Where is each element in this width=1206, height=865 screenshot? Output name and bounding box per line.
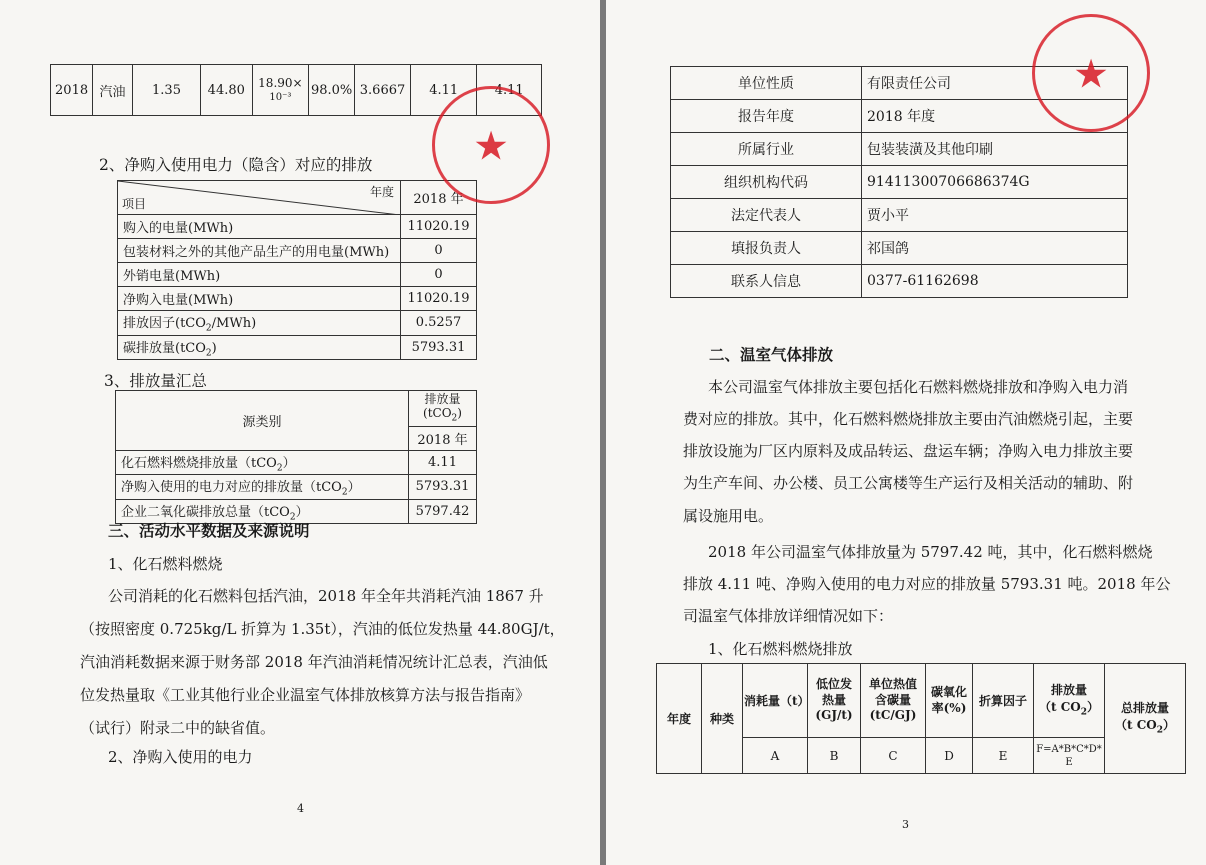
page-number: 4: [297, 802, 304, 815]
header-carbon-content: 单位热值 含碳量 (tC/GJ): [861, 664, 926, 738]
table-header-row: [657, 664, 1186, 738]
page-number: 3: [902, 818, 909, 831]
table-row: [671, 265, 1128, 298]
cell-carbon-content-mantissa: 18.90×: [258, 75, 303, 90]
table-row: [116, 475, 477, 500]
row-value: 5793.31: [401, 335, 477, 360]
table-row: [118, 287, 477, 311]
row-value: 5793.31: [409, 475, 477, 500]
paragraph-line: 排放设施为厂区内原料及成品转运、盘运车辆；净购入电力排放主要: [683, 442, 1134, 460]
row-label: 碳排放量(tCO$_2$): [118, 335, 401, 360]
row-label: 排放因子(tCO$_2$/MWh): [118, 311, 401, 336]
star-icon: ★: [473, 123, 509, 170]
header-total-emission: 总排放量 （t $CO_2$）: [1105, 664, 1186, 774]
table-row: [118, 215, 477, 239]
paragraph-line: 汽油消耗数据来源于财务部 2018 年汽油消耗情况统计汇总表，汽油低: [80, 653, 548, 671]
cell-year: 2018: [51, 65, 93, 116]
cell-emission: 4.11: [411, 65, 477, 116]
row-value: 0.5257: [401, 311, 477, 336]
info-label: 法定代表人: [671, 199, 862, 232]
table-row: [118, 311, 477, 336]
info-value: 包装装潢及其他印刷: [862, 133, 1128, 166]
row-value: 0: [401, 239, 477, 263]
fuel-emission-header-table: [656, 663, 1186, 774]
label-c: C: [861, 738, 926, 774]
row-label: 净购入电量(MWh): [118, 287, 401, 311]
header-value: 2018 年: [401, 181, 477, 215]
info-value: 2018 年度: [862, 100, 1128, 133]
company-seal-stamp: [1032, 14, 1150, 132]
section-power-title: 2、净购入使用电力（隐含）对应的排放: [99, 156, 373, 174]
label-a: A: [743, 738, 808, 774]
header-year: 2018 年: [409, 426, 477, 450]
paragraph-line: （按照密度 0.725kg/L 折算为 1.35t），汽油的低位发热量 44.80GJ/t，: [80, 620, 565, 638]
row-value: 5797.42: [409, 499, 477, 524]
info-value: 91411300706686374G: [862, 166, 1128, 199]
row-value: 4.11: [409, 450, 477, 475]
info-value: 0377-61162698: [862, 265, 1128, 298]
subsection-fossil-fuel-title: 1、化石燃料燃烧: [108, 555, 223, 573]
row-label: 企业二氧化碳排放总量（tCO$_2$）: [116, 499, 409, 524]
row-label: 外销电量(MWh): [118, 263, 401, 287]
table-row: [118, 335, 477, 360]
cell-factor: 3.6667: [355, 65, 411, 116]
paragraph-line: 公司消耗的化石燃料包括汽油，2018 年全年共消耗汽油 1867 升: [108, 587, 544, 605]
cell-oxidation-rate: 98.0%: [309, 65, 355, 116]
cell-carbon-content: [252, 65, 309, 116]
diagonal-line: [118, 181, 400, 215]
table-row: [116, 450, 477, 475]
diagonal-header-cell: [118, 181, 401, 215]
header-consumption: 消耗量（t）: [743, 664, 808, 738]
header-type: 种类: [702, 664, 743, 774]
document-page-3: [606, 0, 1206, 865]
table-header-row: [116, 391, 477, 427]
row-value: 11020.19: [401, 287, 477, 311]
row-value: 11020.19: [401, 215, 477, 239]
header-emission: 排放量 （t $CO_2$）: [1034, 664, 1105, 738]
label-d: D: [926, 738, 973, 774]
info-label: 所属行业: [671, 133, 862, 166]
label-b: B: [808, 738, 861, 774]
row-label: 购入的电量(MWh): [118, 215, 401, 239]
table-row: [671, 232, 1128, 265]
paragraph-line: 2018 年公司温室气体排放量为 5797.42 吨，其中，化石燃料燃烧: [708, 543, 1153, 561]
subsection-fossil-fuel-emission-title: 1、化石燃料燃烧排放: [708, 640, 853, 658]
subsection-power-title: 2、净购入使用的电力: [108, 748, 253, 766]
info-label: 单位性质: [671, 67, 862, 100]
header-year: 年度: [657, 664, 702, 774]
paragraph-line: 为生产车间、办公楼、员工公寓楼等生产运行及相关活动的辅助、附: [683, 474, 1134, 492]
header-oxidation-rate: 碳氧化 率(%): [926, 664, 973, 738]
paragraph-line: （试行）附录二中的缺省值。: [80, 719, 276, 737]
table-row: [671, 166, 1128, 199]
row-label: 包装材料之外的其他产品生产的用电量(MWh): [118, 239, 401, 263]
star-icon: ★: [1073, 51, 1109, 98]
section-summary-title: 3、排放量汇总: [104, 372, 207, 390]
header-item-label: 项目: [122, 197, 147, 211]
table-row: [118, 239, 477, 263]
power-emission-table: [117, 180, 477, 360]
table-row: [671, 133, 1128, 166]
info-value: 贾小平: [862, 199, 1128, 232]
header-source: 源类别: [116, 391, 409, 451]
row-value: 0: [401, 263, 477, 287]
cell-total-emission: 4.11: [477, 65, 542, 116]
info-value: 祁国鸽: [862, 232, 1128, 265]
info-label: 填报负责人: [671, 232, 862, 265]
paragraph-line: 司温室气体排放详细情况如下：: [683, 607, 894, 625]
cell-ncv: 44.80: [201, 65, 252, 116]
row-label: 化石燃料燃烧排放量（tCO$_2$）: [116, 450, 409, 475]
row-label: 净购入使用的电力对应的排放量（tCO$_2$）: [116, 475, 409, 500]
paragraph-line: 费对应的排放。其中，化石燃料燃烧排放主要由汽油燃烧引起，主要: [683, 410, 1134, 428]
cell-fuel-type: 汽油: [93, 65, 133, 116]
header-year-label: 年度: [369, 185, 394, 199]
paragraph-line: 排放 4.11 吨、净购入使用的电力对应的排放量 5793.31 吨。2018 年公: [683, 575, 1171, 593]
paragraph-line: 本公司温室气体排放主要包括化石燃料燃烧排放和净购入电力消: [708, 378, 1129, 396]
paragraph-line: 属设施用电。: [683, 507, 774, 525]
section-3-title: 三、活动水平数据及来源说明: [108, 521, 310, 540]
emission-summary-table: [115, 390, 477, 524]
info-value: 有限责任公司: [862, 67, 1128, 100]
paragraph-line: 位发热量取《工业其他行业企业温室气体排放核算方法与报告指南》: [80, 686, 531, 704]
table-row: [671, 199, 1128, 232]
table-header-row: [118, 181, 477, 215]
info-label: 联系人信息: [671, 265, 862, 298]
company-seal-stamp: [432, 86, 550, 204]
header-factor: 折算因子: [973, 664, 1034, 738]
header-emission: 排放量 (tCO$_2$): [409, 391, 477, 427]
cell-consumption: 1.35: [132, 65, 200, 116]
header-ncv: 低位发 热量 (GJ/t): [808, 664, 861, 738]
document-page-4: [0, 0, 600, 865]
label-e: E: [973, 738, 1034, 774]
info-label: 组织机构代码: [671, 166, 862, 199]
table-row: [118, 263, 477, 287]
info-label: 报告年度: [671, 100, 862, 133]
label-f-formula: F=A*B*C*D* E: [1034, 738, 1105, 774]
section-2-title: 二、温室气体排放: [709, 345, 834, 364]
cell-carbon-content-exponent: 10⁻³: [269, 92, 292, 103]
